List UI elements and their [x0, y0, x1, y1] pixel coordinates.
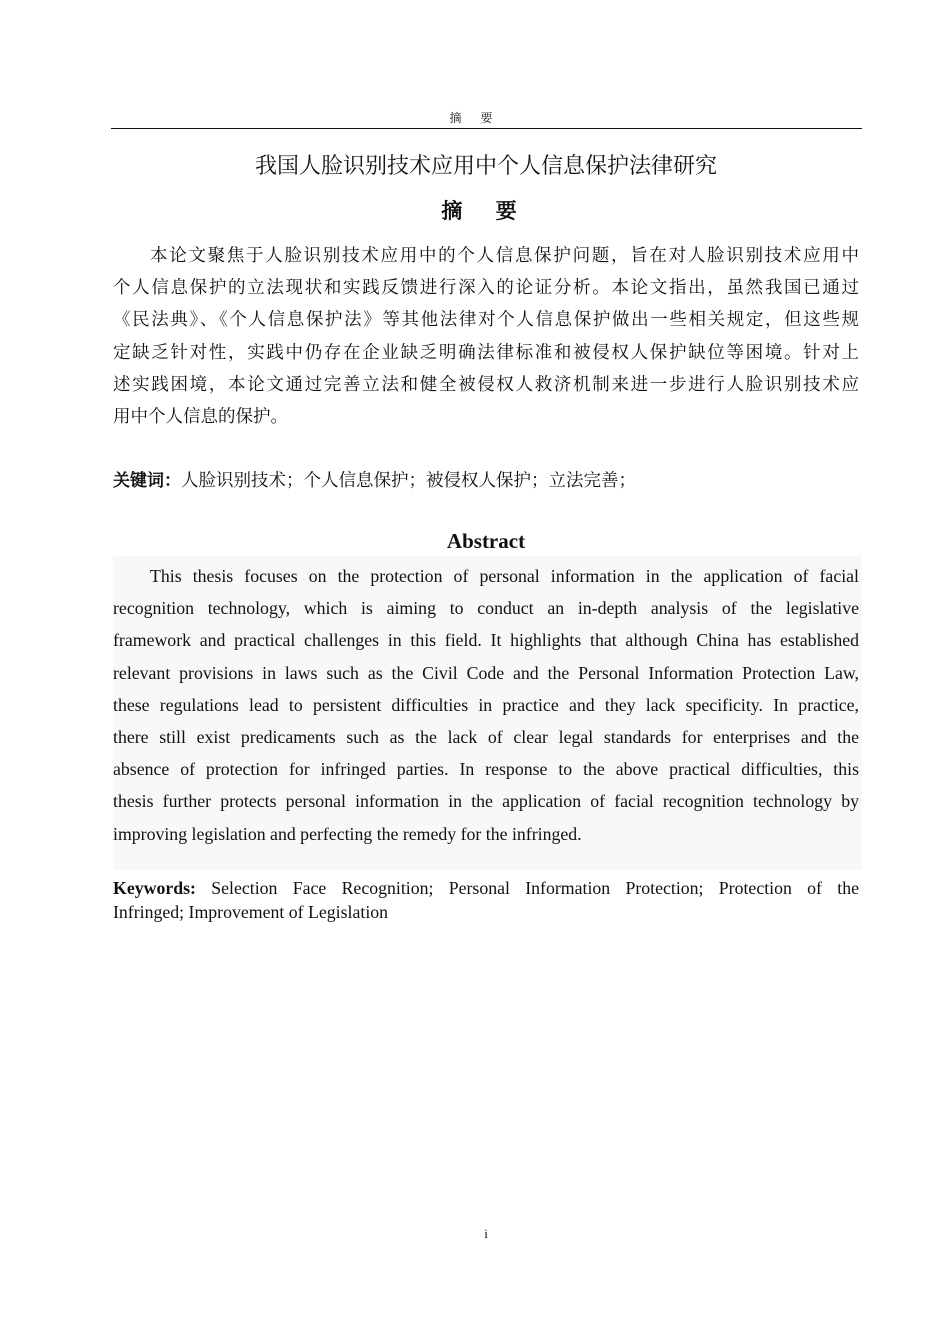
cn-abstract-line: 定缺乏针对性，实践中仍存在企业缺乏明确法律标准和被侵权人保护缺位等困境。针对上	[113, 341, 859, 362]
cn-abstract-line: 本论文聚焦于人脸识别技术应用中的个人信息保护问题，旨在对人脸识别技术应用中	[150, 245, 859, 265]
en-abstract-line: there still exist predicaments such as the lack of clear legal standards for enterprises and the	[113, 726, 859, 747]
cn-abstract-line: 述实践困境，本论文通过完善立法和健全被侵权人救济机制来进一步进行人脸识别技术应	[113, 373, 859, 394]
en-abstract-body	[113, 560, 859, 850]
en-keywords-label: Keywords:	[113, 878, 196, 898]
en-abstract-line: these regulations lead to persistent difficulties in practice and they lack specificity. In practice,	[113, 694, 859, 715]
en-abstract-line: thesis further protects personal information in the application of facial recognition technology by	[113, 791, 859, 812]
en-keywords-line	[113, 876, 859, 900]
en-abstract-line: improving legislation and perfecting the remedy for the infringed.	[113, 823, 582, 844]
cn-keywords	[113, 466, 636, 495]
running-header: 摘 要	[449, 111, 501, 125]
cn-keywords-text: 人脸识别技术；个人信息保护；被侵权人保护；立法完善；	[181, 470, 636, 490]
en-keywords	[113, 876, 859, 924]
cn-abstract-heading: 摘 要	[441, 199, 531, 223]
cn-abstract-line: 个人信息保护的立法现状和实践反馈进行深入的论证分析。本论文指出，虽然我国已通过	[113, 277, 859, 298]
en-abstract-heading: Abstract	[446, 529, 526, 553]
en-abstract-line: absence of protection for infringed parties. In response to the above practical difficulties, this	[113, 759, 859, 780]
en-abstract-line: framework and practical challenges in this field. It highlights that although China has established	[113, 630, 859, 651]
cn-keywords-label: 关键词：	[113, 471, 181, 491]
cn-abstract-body	[113, 239, 859, 432]
en-abstract-line: relevant provisions in laws such as the Civil Code and the Personal Information Protection Law,	[113, 662, 859, 683]
en-keywords-line: Infringed; Improvement of Legislation	[113, 902, 389, 922]
page-number: i	[484, 1226, 488, 1241]
cn-abstract-line: 用中个人信息的保护。	[113, 405, 288, 426]
en-keywords-text: Selection Face Recognition; Personal Information Protection; Protection of the	[211, 878, 859, 898]
en-abstract-line: recognition technology, which is aiming to conduct an in-depth analysis of the legislative	[113, 598, 859, 619]
thesis-title: 我国人脸识别技术应用中个人信息保护法律研究	[254, 154, 717, 179]
cn-abstract-line: 《民法典》、《个人信息保护法》等其他法律对个人信息保护做出一些相关规定，但这些规	[113, 309, 859, 330]
header-rule	[111, 128, 862, 129]
en-abstract-line: This thesis focuses on the protection of personal information in the application of facial	[150, 566, 859, 586]
